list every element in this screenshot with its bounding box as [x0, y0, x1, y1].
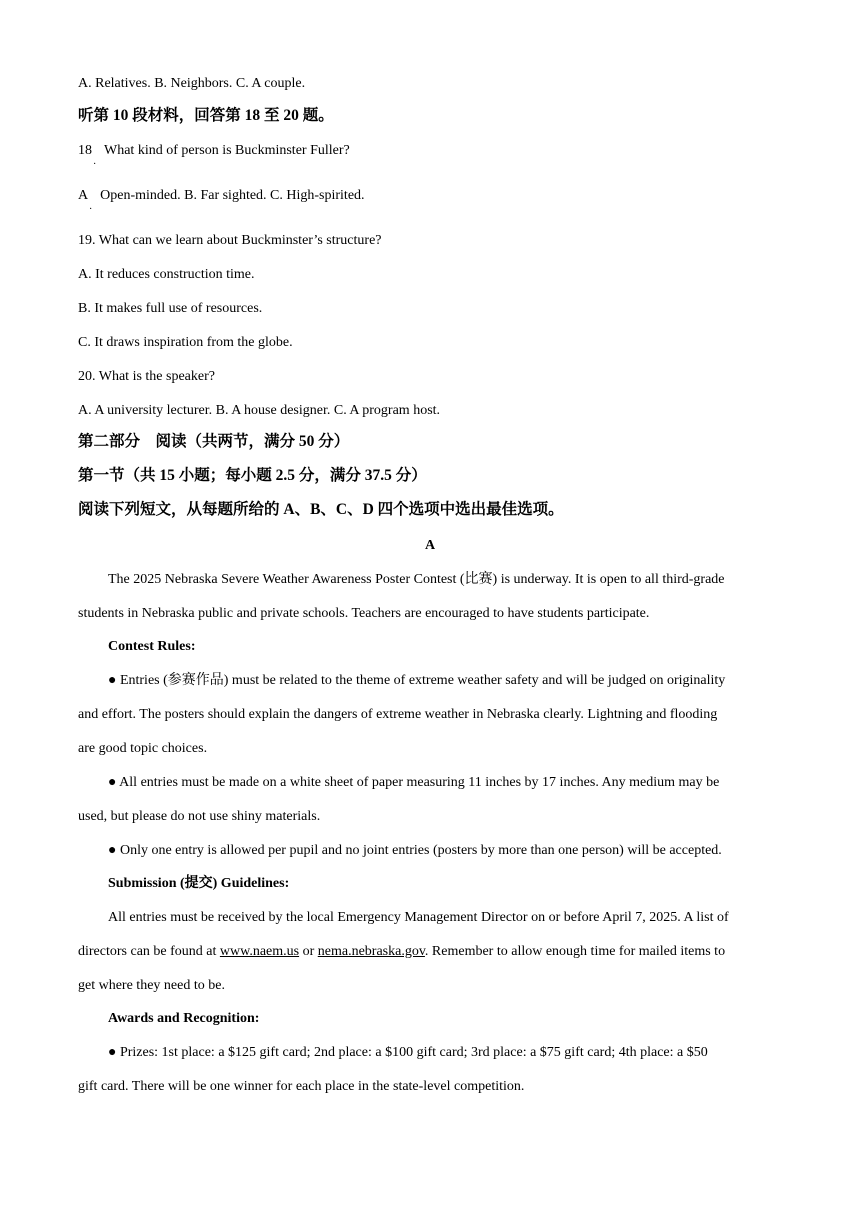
submission-line2-start: directors can be found at: [78, 944, 220, 959]
contest-rules-heading: Contest Rules:: [108, 639, 196, 654]
q19-option-b: B. It makes full use of resources.: [78, 301, 263, 316]
q17-options: A. Relatives. B. Neighbors. C. A couple.: [78, 76, 306, 91]
submission-heading: Submission (提交) Guidelines:: [108, 876, 290, 891]
naem-link[interactable]: www.naem.us: [219, 944, 300, 959]
q19-option-c: C. It draws inspiration from the globe.: [78, 335, 293, 350]
q18-options: [78, 187, 365, 205]
passage-letter: A: [424, 538, 436, 553]
submission-line2: [78, 943, 725, 961]
q18-dot: ·: [93, 159, 97, 170]
rule2-line1: ● All entries must be made on a white sheet of paper measuring 11 inches by 17 inches. Any medium may be: [108, 775, 720, 790]
part2-title: 第二部分 阅读（共两节，满分 50 分）: [78, 433, 350, 450]
q18-number: 18: [78, 143, 92, 158]
prizes-line2: gift card. There will be one winner for each place in the state-level competition.: [78, 1079, 525, 1094]
paragraph1-line1: The 2025 Nebraska Severe Weather Awareness Poster Contest (比赛) is underway. It is open to all third-grade: [108, 572, 725, 587]
q18-options-text: Open-minded. B. Far sighted. C. High-spirited.: [100, 188, 365, 203]
instruction: 阅读下列短文，从每题所给的 A、B、C、D 四个选项中选出最佳选项。: [78, 501, 564, 518]
q18-a-dot: ·: [89, 204, 93, 215]
paragraph1-line2: students in Nebraska public and private schools. Teachers are encouraged to have students participate.: [78, 606, 650, 621]
question-18: [78, 142, 350, 160]
submission-line2-end: . Remember to allow enough time for mailed items to: [424, 944, 726, 959]
q20-options: A. A university lecturer. B. A house designer. C. A program host.: [78, 403, 441, 418]
question-20: 20. What is the speaker?: [78, 369, 215, 384]
q19-option-a: A. It reduces construction time.: [78, 267, 255, 282]
submission-line3: get where they need to be.: [78, 978, 225, 993]
rule1-line3: are good topic choices.: [78, 741, 208, 756]
question-19: 19. What can we learn about Buckminster’s structure?: [78, 233, 382, 248]
submission-line1: All entries must be received by the local Emergency Management Director on or before April 7, 2025. A list of: [108, 910, 729, 925]
q18-text: What kind of person is Buckminster Fuller?: [104, 143, 350, 158]
rule2-line2: used, but please do not use shiny materials.: [78, 809, 321, 824]
rule1-line2: and effort. The posters should explain the dangers of extreme weather in Nebraska clearly. Lightning and flooding: [78, 707, 718, 722]
section1-title: 第一节（共 15 小题；每小题 2.5 分，满分 37.5 分）: [78, 467, 427, 484]
rule1-line1: ● Entries (参赛作品) must be related to the theme of extreme weather safety and will be judged on originality: [108, 673, 726, 688]
awards-heading: Awards and Recognition:: [108, 1011, 260, 1026]
prizes-line1: ● Prizes: 1st place: a $125 gift card; 2nd place: a $100 gift card; 3rd place: a $75 gift card; 4th place: a $50: [108, 1045, 708, 1060]
section10-title: 听第 10 段材料，回答第 18 至 20 题。: [78, 107, 334, 124]
q18-a-label: A: [78, 188, 89, 203]
rule3-line1: ● Only one entry is allowed per pupil and no joint entries (posters by more than one person) will be accepted.: [108, 843, 722, 858]
nema-link[interactable]: nema.nebraska.gov: [317, 944, 425, 959]
submission-line2-or: or: [299, 944, 318, 959]
